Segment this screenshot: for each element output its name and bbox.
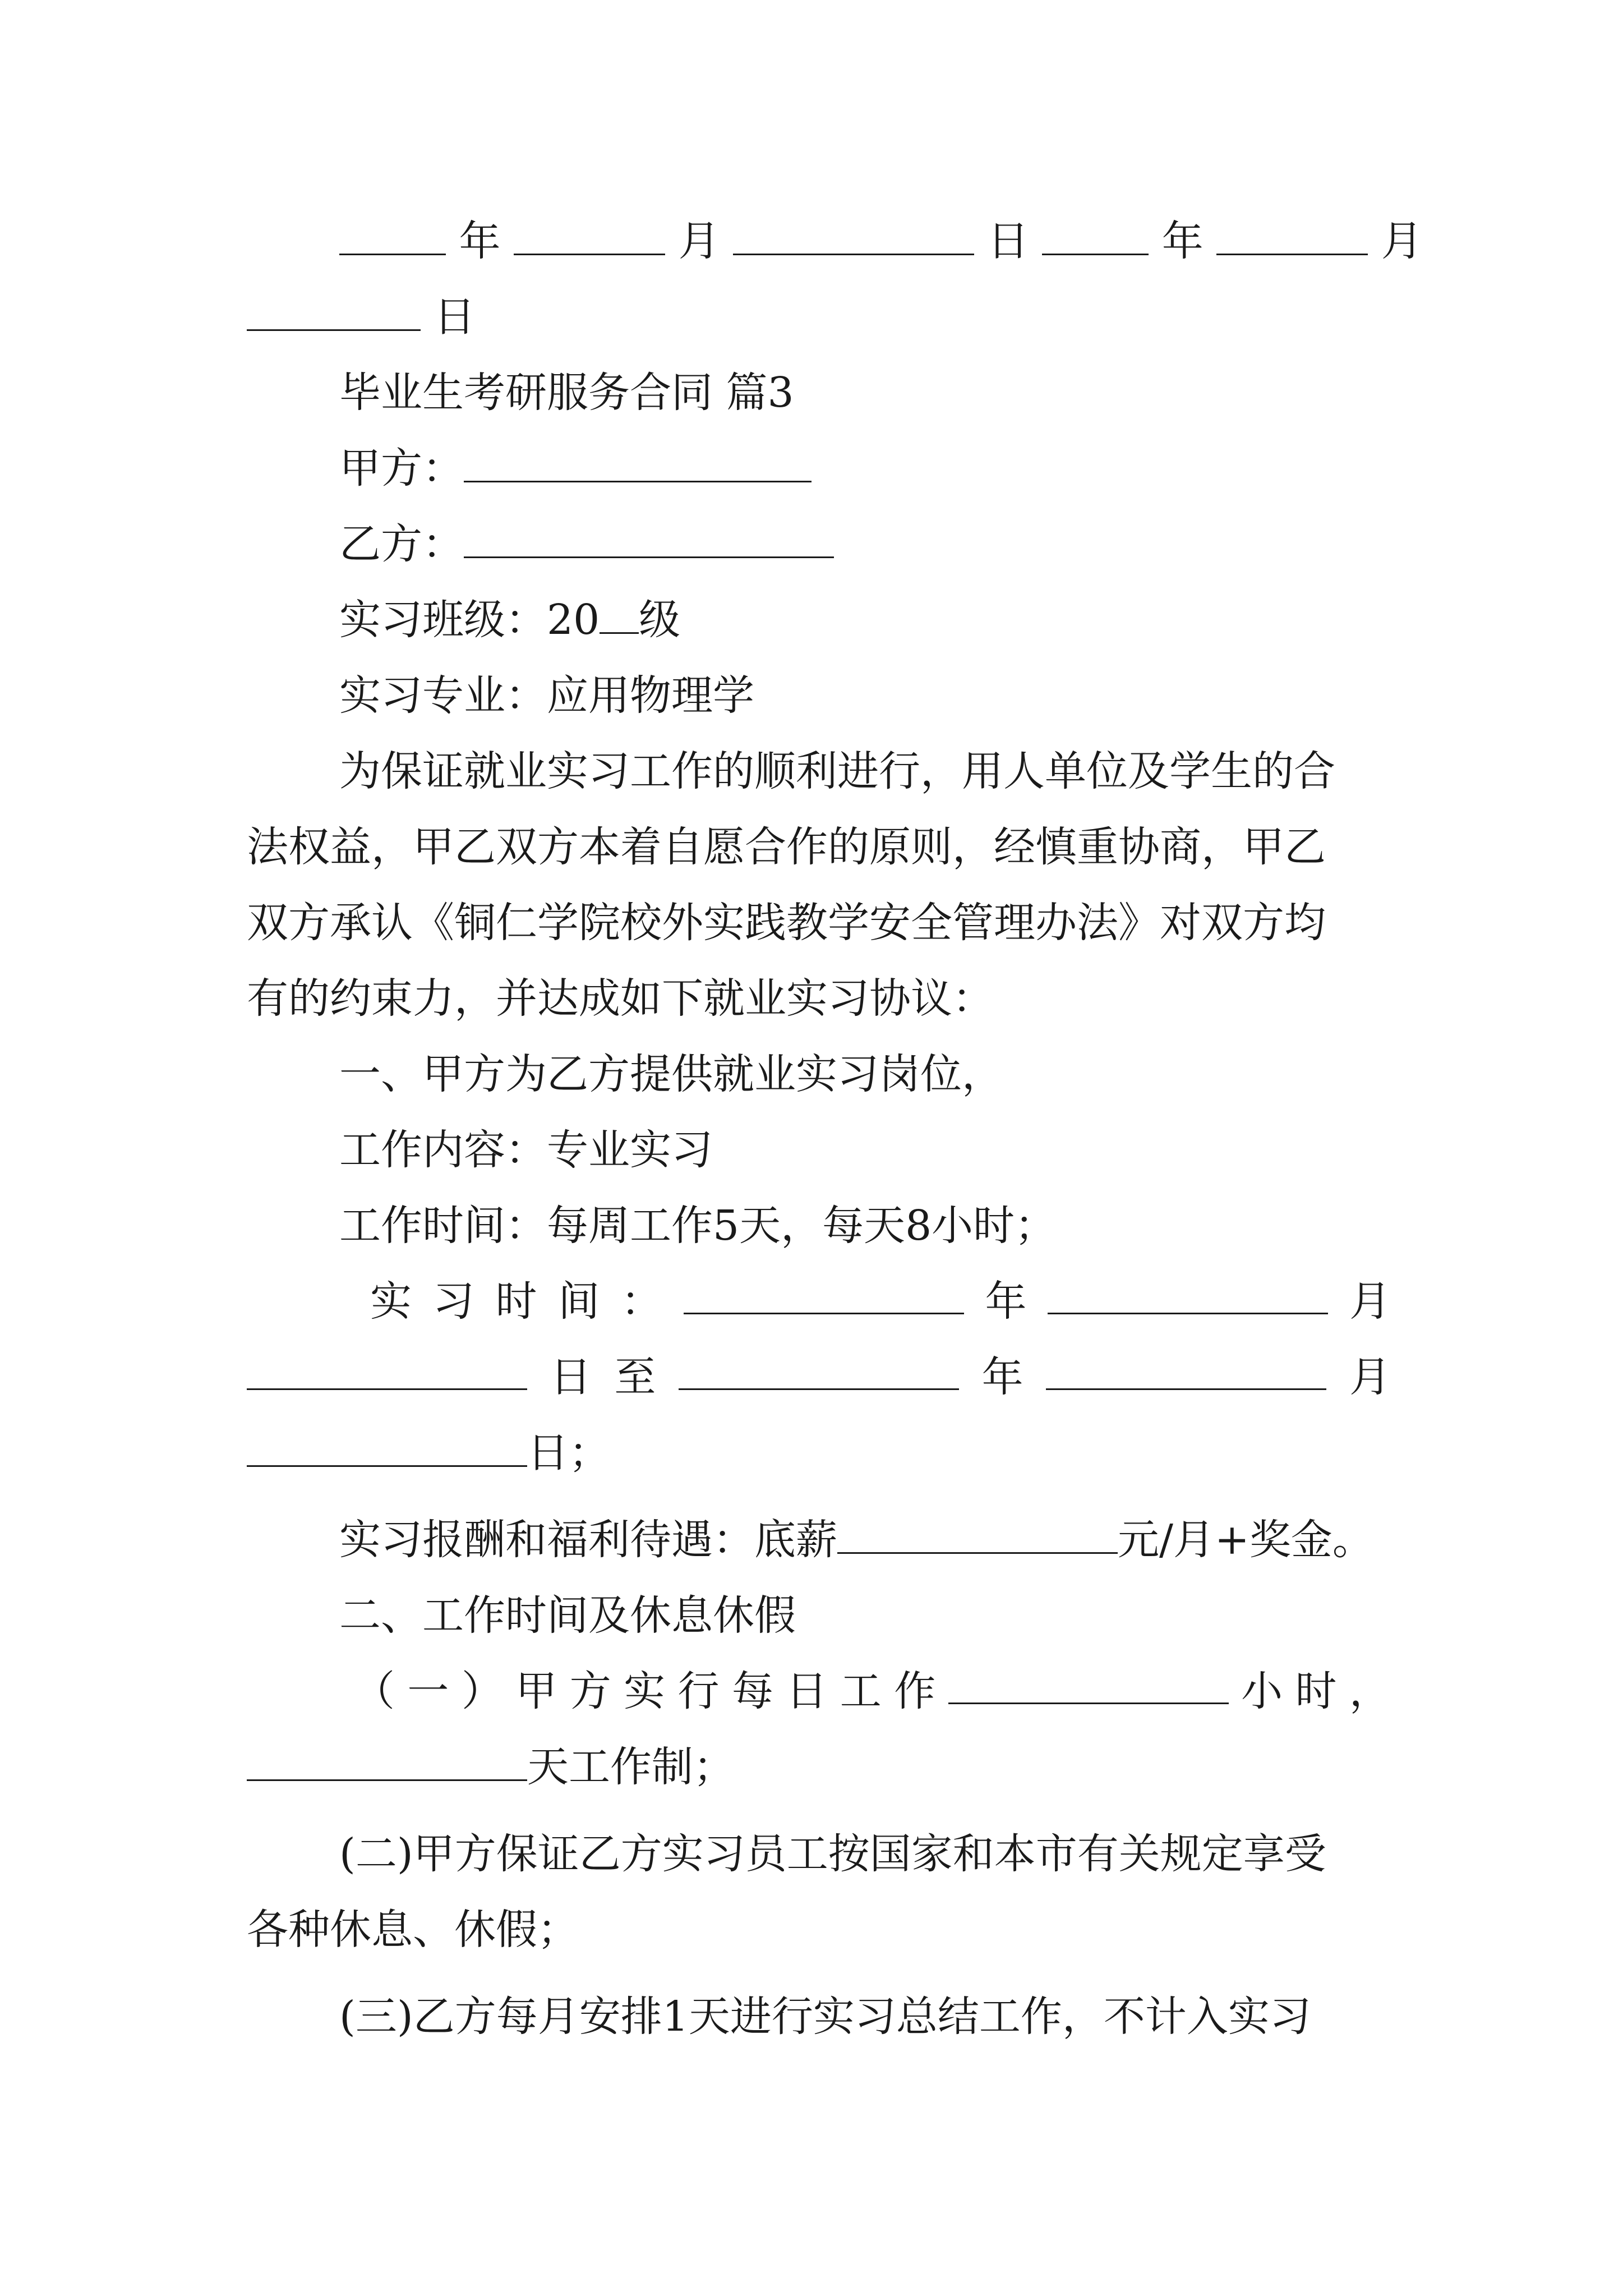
class-field[interactable] xyxy=(600,593,639,634)
blank-field[interactable] xyxy=(247,290,421,331)
hours-field[interactable] xyxy=(948,1663,1229,1704)
intern-period-line: 日 至 年 月 xyxy=(247,1349,1391,1405)
blank-field[interactable] xyxy=(1048,1273,1328,1314)
intro-line: 为保证就业实习工作的顺利进行，用人单位及学生的合 xyxy=(339,747,1335,795)
party-b-field[interactable] xyxy=(464,517,834,558)
work-content: 工作内容：专业实习 xyxy=(339,1126,713,1174)
intern-period-line: 实 习 时 间 ： 年 月 xyxy=(370,1273,1391,1329)
class-line: 实习班级：20 级 xyxy=(339,592,1391,648)
blank-field[interactable] xyxy=(1046,1349,1326,1390)
intro-line: 法权益，甲乙双方本着自愿合作的原则，经慎重协商，甲乙 xyxy=(247,823,1326,871)
party-a-field[interactable] xyxy=(464,441,811,482)
blank-field[interactable] xyxy=(339,214,446,255)
sub-clause-1: （ 一 ） 甲 方 实 行 每 日 工 作 小 时 ， xyxy=(353,1663,1391,1719)
sub-clause-3: (三)乙方每月安排1天进行实习总结工作，不计入实习 xyxy=(339,1993,1311,2041)
party-b-line: 乙方： xyxy=(339,516,1391,572)
days-field[interactable] xyxy=(247,1740,527,1781)
major-line: 实习专业：应用物理学 xyxy=(339,671,754,720)
date-line: 年 月 日 年 月 xyxy=(339,213,1391,269)
clause-1: 一、甲方为乙方提供就业实习岗位， xyxy=(339,1050,1003,1098)
pay-line: 实习报酬和福利待遇：底薪 元/月+奖金。 xyxy=(339,1512,1391,1568)
blank-field[interactable] xyxy=(514,214,665,255)
sub-clause-2: (二)甲方保证乙方实习员工按国家和本市有关规定享受 xyxy=(339,1830,1326,1878)
sub-clause-2-cont: 各种休息、休假； xyxy=(247,1906,579,1954)
sub-clause-1-cont: 天工作制； xyxy=(247,1739,1391,1795)
date-line-cont: 日 xyxy=(247,289,1391,345)
salary-field[interactable] xyxy=(837,1513,1118,1554)
blank-field[interactable] xyxy=(679,1349,959,1390)
intro-line: 有的约束力，并达成如下就业实习协议： xyxy=(247,974,994,1023)
work-time: 工作时间：每周工作5天，每天8小时； xyxy=(339,1202,1057,1250)
blank-field[interactable] xyxy=(733,214,974,255)
contract-heading: 毕业生考研服务合同 篇3 xyxy=(339,369,794,417)
party-a-line: 甲方： xyxy=(339,440,1391,496)
intro-line: 双方承认《铜仁学院校外实践教学安全管理办法》对双方均 xyxy=(247,899,1326,947)
blank-field[interactable] xyxy=(1042,214,1149,255)
blank-field[interactable] xyxy=(247,1349,527,1390)
clause-2: 二、工作时间及休息休假 xyxy=(339,1591,796,1640)
intern-period-line: 日； xyxy=(247,1425,1391,1481)
blank-field[interactable] xyxy=(247,1426,527,1467)
blank-field[interactable] xyxy=(684,1273,964,1314)
blank-field[interactable] xyxy=(1216,214,1368,255)
